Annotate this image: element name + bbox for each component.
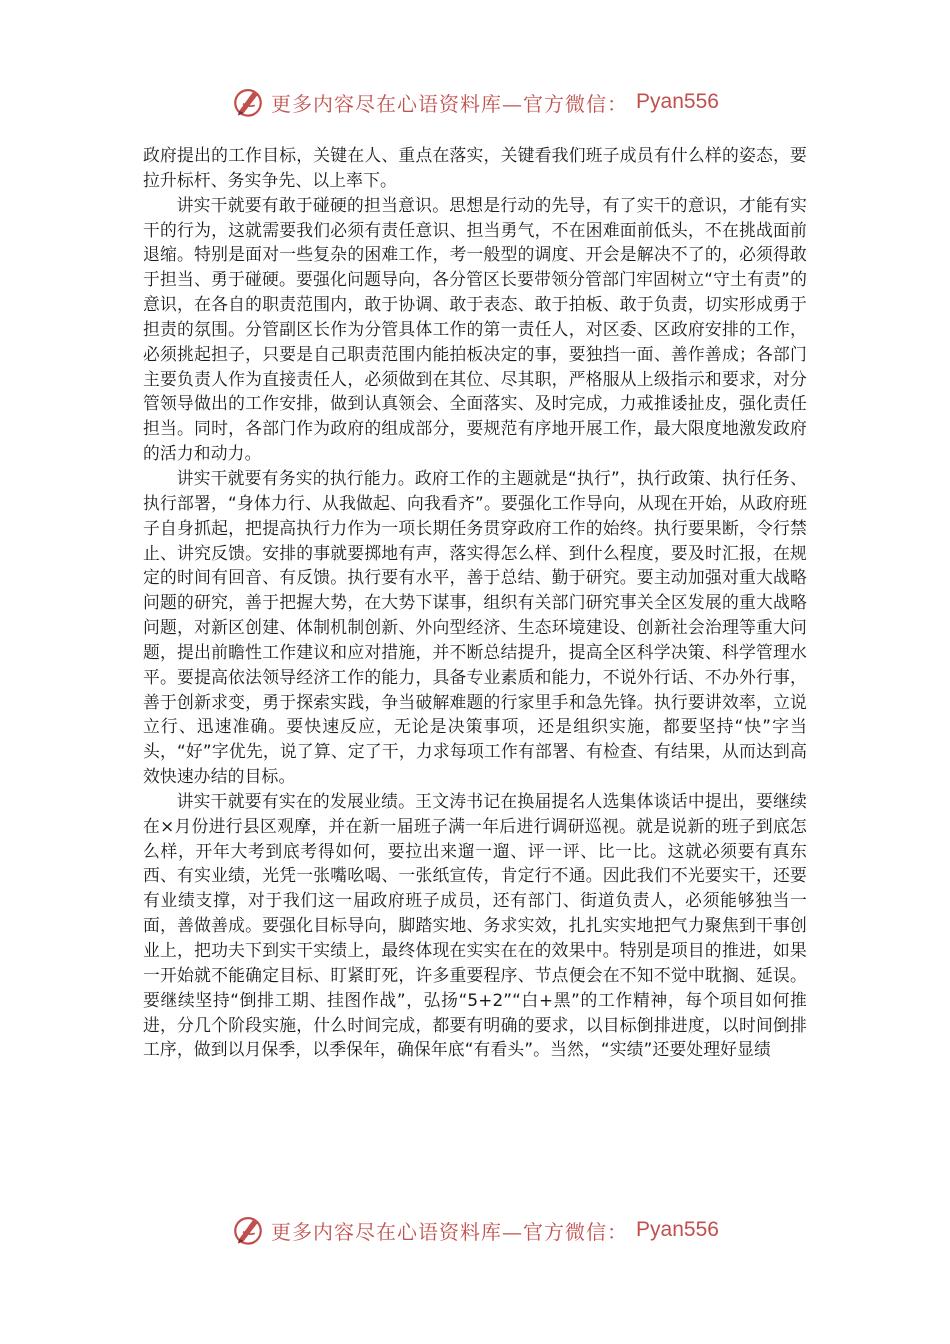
document-body — [143, 143, 807, 1062]
paragraph: 政府提出的工作目标，关键在人、重点在落实，关键看我们班子成员有什么样的姿态，要拉升标杆、务实争先、以上率下。 — [143, 145, 807, 190]
footer-banner — [0, 1210, 950, 1250]
banner-text: 更多内容尽在心语资料库—官方微信： — [271, 91, 629, 116]
banner-wechat-id: Pyan556 — [636, 90, 719, 113]
paragraph: 讲实干就要有务实的执行能力。政府工作的主题就是“执行”，执行政策、执行任务、执行部署，“身体力行、从我做起、向我看齐”。要强化工作导向，从现在开始，从政府班子自身抓起，把提高执行力作为一项长期任务贯穿政府工作的始终。执行要果断，令行禁止、讲究反馈。安排的事就要掷地有声，落实得怎么样、到什么程度，要及时汇报，在规定的时间有回音、有反馈。执行要有水平，善于总结、勤于研究。要主动加强对重大战略问题的研究，善于把握大势，在大势下谋事，组织有关部门研究事关全区发展的重大战略问题，对新区创建、体制机制创新、外向型经济、生态环境建设、创新社会治理等重大问题，提出前瞻性工作建议和应对措施，并不断总结提升，提高全区科学决策、科学管理水平。要提高依法领导经济工作的能力，具备专业素质和能力，不说外行话、不办外行事，善于创新求变，勇于探索实践，争当破解难题的行家里手和急先锋。执行要讲效率，立说立行、迅速准确。要快速反应，无论是决策事项，还是组织实施，都要坚持“快”字当头，“好”字优先，说了算、定了干，力求每项工作有部署、有检查、有结果，从而达到高效快速办结的目标。 — [143, 467, 807, 787]
paragraph: 讲实干就要有实在的发展业绩。王文涛书记在换届提名人选集体谈话中提出，要继续在×月份进行县区观摩，并在新一届班子满一年后进行调研巡视。就是说新的班子到底怎么样，开年大考到底考得如何，要拉出来遛一遛、评一评、比一比。这就必须要有真东西、有实业绩，光凭一张嘴吆喝、一张纸宣传，肯定行不通。因此我们不光要实干，还要有业绩支撑，对于我们这一届政府班子成员，还有部门、街道负责人，必须能够独当一面，善做善成。要强化目标导向，脚踏实地、务求实效，扎扎实实地把气力聚焦到干事创业上，把功夫下到实干实绩上，最终体现在实实在在的效果中。特别是项目的推进，如果一开始就不能确定目标、盯紧盯死，许多重要程序、节点便会在不知不觉中耽搁、延误。要继续坚持“倒排工期、挂图作战”，弘扬“5+2”“白+黑”的工作精神，每个项目如何推进，分几个阶段实施，什么时间完成，都要有明确的要求，以目标倒排进度，以时间倒排工序，做到以月保季，以季保年，确保年底“有看头”。当然，“实绩”还要处理好显绩 — [143, 790, 807, 1060]
banner-text: 更多内容尽在心语资料库—官方微信： — [271, 1219, 629, 1244]
pen-logo-icon — [231, 85, 265, 119]
pen-logo-icon — [231, 1213, 265, 1247]
paragraph: 讲实干就要有敢于碰硬的担当意识。思想是行动的先导，有了实干的意识，才能有实干的行为，这就需要我们必须有责任意识、担当勇气，不在困难面前低头，不在挑战面前退缩。特别是面对一些复杂的困难工作，考一般型的调度、开会是解决不了的，必须得敢于担当、勇于碰硬。要强化问题导向，各分管区长要带领分管部门牢固树立“守土有责”的意识，在各自的职责范围内，敢于协调、敢于表态、敢于拍板、敢于负责，切实形成勇于担责的氛围。分管副区长作为分管具体工作的第一责任人，对区委、区政府安排的工作，必须挑起担子，只要是自己职责范围内能拍板决定的事，要独挡一面、善作善成；各部门主要负责人作为直接责任人，必须做到在其位、尽其职，严格服从上级指示和要求，对分管领导做出的工作安排，做到认真领会、全面落实、及时完成，力戒推诿扯皮，强化责任担当。同时，各部门作为政府的组成部分，要规范有序地开展工作，最大限度地激发政府的活力和动力。 — [143, 194, 807, 464]
header-banner — [0, 82, 950, 122]
banner-wechat-id: Pyan556 — [636, 1218, 719, 1241]
